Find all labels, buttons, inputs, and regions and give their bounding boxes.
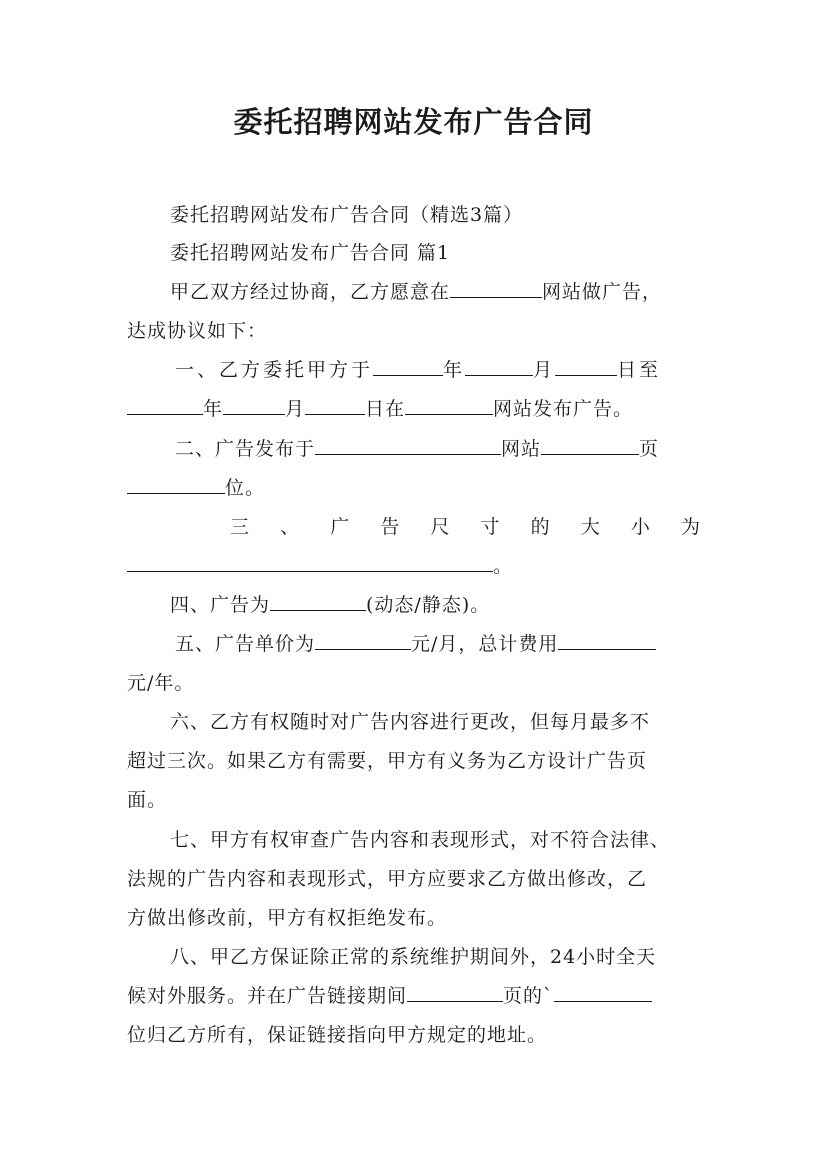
blank-field — [450, 280, 542, 298]
text-char: 、 — [280, 516, 300, 538]
text-segment: 一、乙方委托甲方于 — [175, 359, 374, 381]
blank-field — [373, 358, 443, 376]
blank-field — [270, 593, 366, 611]
document-subtitle: 委托招聘网站发布广告合同（精选3篇） — [170, 204, 524, 226]
blank-field — [407, 984, 503, 1002]
clause-6-line-2: 超过三次。如果乙方有需要，甲方有义务为乙方设计广告页 — [127, 750, 648, 772]
blank-field — [315, 632, 411, 650]
clause-8-line-2 — [127, 981, 652, 1008]
clause-4 — [170, 590, 490, 617]
blank-field — [127, 476, 225, 494]
text-char: 尺 — [430, 516, 450, 538]
section-heading: 委托招聘网站发布广告合同 篇1 — [170, 242, 451, 264]
clause-6-line-3: 面。 — [127, 789, 168, 811]
text-segment: 二、广告发布于 — [175, 438, 316, 460]
blank-field — [541, 437, 639, 455]
blank-field — [465, 358, 533, 376]
clause-8-line-1: 八、甲乙方保证除正常的系统维护期间外，24小时全天 — [170, 946, 657, 968]
text-segment: 四、广告为 — [170, 594, 271, 616]
blank-field — [405, 397, 493, 415]
text-segment: 页 — [639, 438, 660, 460]
text-segment: 页的` — [503, 985, 554, 1007]
text-char: 为 — [680, 516, 700, 538]
text-segment: 。 — [493, 555, 514, 577]
text-segment: 元/月，总计费用 — [411, 633, 559, 655]
clause-3-line-1 — [230, 512, 700, 539]
document-title: 委托招聘网站发布广告合同 — [233, 105, 594, 139]
text-char: 小 — [630, 516, 650, 538]
text-segment: 甲乙双方经过协商，乙方愿意在 — [170, 281, 451, 303]
blank-field — [127, 554, 493, 572]
clause-6-line-1: 六、乙方有权随时对广告内容进行更改，但每月最多不 — [170, 711, 651, 733]
clause-5-line-1 — [175, 629, 656, 656]
text-char: 广 — [330, 516, 350, 538]
text-segment: 年 — [443, 359, 466, 381]
clause-7-line-1: 七、甲方有权审查广告内容和表现形式，对不符合法律、 — [170, 829, 671, 851]
blank-field — [305, 397, 365, 415]
text-segment: 月 — [285, 398, 306, 420]
text-segment: 五、广告单价为 — [175, 633, 316, 655]
text-segment: 位。 — [225, 477, 266, 499]
text-segment: 网站发布广告。 — [493, 398, 634, 420]
text-segment: 日在 — [365, 398, 406, 420]
blank-field — [315, 437, 501, 455]
blank-field — [558, 632, 656, 650]
text-segment: 网站做广告， — [542, 281, 663, 303]
clause-7-line-2: 法规的广告内容和表现形式，甲方应要求乙方做出修改，乙 — [127, 868, 648, 890]
clause-2-line-1 — [175, 434, 659, 461]
blank-field — [555, 358, 617, 376]
text-segment: 网站 — [501, 438, 542, 460]
text-segment: 候对外服务。并在广告链接期间 — [127, 985, 408, 1007]
text-char: 大 — [580, 516, 600, 538]
clause-1-line-2 — [127, 394, 633, 421]
paragraph-intro-line-2: 达成协议如下： — [127, 320, 268, 342]
clause-5-line-2: 元/年。 — [127, 672, 195, 694]
clause-8-line-3: 位归乙方所有，保证链接指向甲方规定的地址。 — [127, 1024, 548, 1046]
blank-field — [223, 397, 285, 415]
text-char: 三 — [230, 516, 250, 538]
text-char: 寸 — [480, 516, 500, 538]
text-segment: 月 — [533, 359, 556, 381]
text-segment: (动态/静态)。 — [366, 594, 491, 616]
clause-2-line-2 — [127, 473, 265, 500]
blank-field — [554, 984, 652, 1002]
clause-1-line-1 — [175, 355, 661, 382]
text-char: 的 — [530, 516, 550, 538]
text-char: 告 — [380, 516, 400, 538]
paragraph-intro-line-1 — [170, 277, 662, 304]
text-segment: 日至 — [617, 359, 662, 381]
clause-7-line-3: 方做出修改前，甲方有权拒绝发布。 — [127, 907, 448, 929]
blank-field — [127, 397, 203, 415]
clause-3-line-2 — [127, 551, 513, 578]
text-segment: 年 — [203, 398, 224, 420]
